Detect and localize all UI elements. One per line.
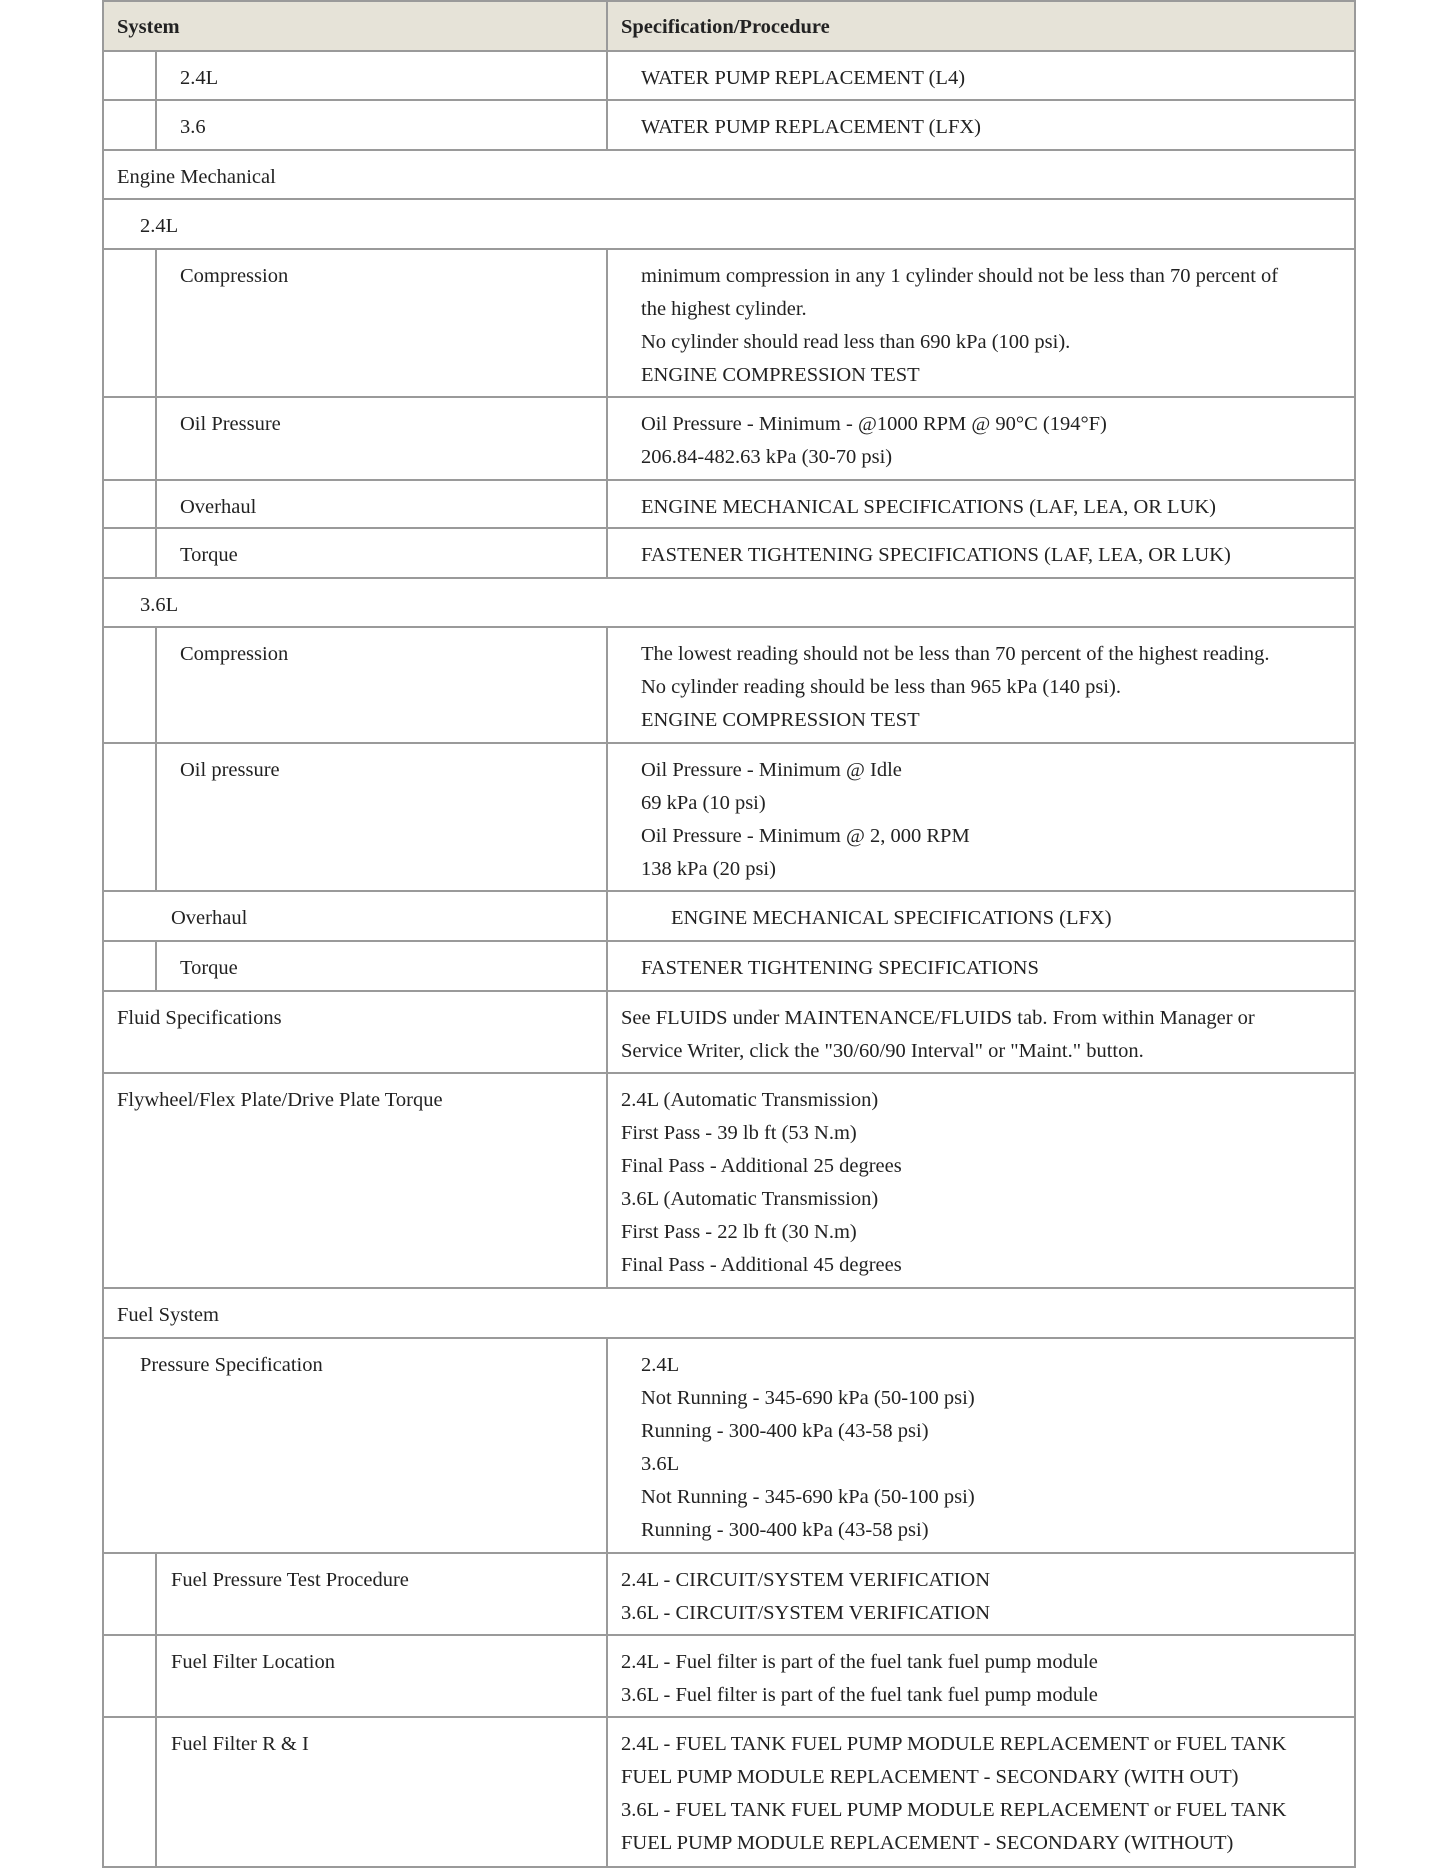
system-label: Overhaul (180, 496, 257, 518)
column-divider (606, 628, 608, 742)
system-label: 3.6L (140, 594, 179, 616)
spec-text (641, 754, 970, 886)
column-divider (606, 1636, 608, 1716)
spec-line: 2.4L - Fuel filter is part of the fuel tank fuel pump module (621, 1651, 1098, 1673)
spec-table (102, 0, 1356, 1868)
spec-line: Oil Pressure - Minimum @ Idle (641, 759, 902, 781)
system-label: Fuel Filter R & I (171, 1733, 309, 1755)
system-label: Flywheel/Flex Plate/Drive Plate Torque (117, 1089, 443, 1111)
spec-line: 2.4L - CIRCUIT/SYSTEM VERIFICATION (621, 1569, 991, 1591)
column-divider (606, 481, 608, 527)
indent-divider (155, 942, 157, 990)
spec-text (641, 491, 1216, 524)
system-label: Compression (180, 265, 289, 287)
spec-text (641, 1349, 975, 1547)
table-row-fuel-filter-r-i (104, 1718, 1354, 1866)
spec-line: No cylinder should read less than 690 kPa (100 psi). (641, 331, 1071, 353)
spec-line: Oil Pressure - Minimum @ 2, 000 RPM (641, 825, 970, 847)
system-label: Fuel Pressure Test Procedure (171, 1569, 409, 1591)
spec-line: 3.6L - CIRCUIT/SYSTEM VERIFICATION (621, 1602, 991, 1624)
spec-text (641, 260, 1278, 392)
column-divider (606, 1339, 608, 1552)
system-label: Torque (180, 544, 238, 566)
spec-line: Running - 300-400 kPa (43-58 psi) (641, 1420, 929, 1442)
system-label: 2.4L (140, 215, 179, 237)
spec-line: the highest cylinder. (641, 298, 807, 320)
spec-line: FUEL PUMP MODULE REPLACEMENT - SECONDARY (WITH OUT) (621, 1766, 1239, 1788)
spec-line: ENGINE COMPRESSION TEST (641, 709, 920, 731)
spec-line: 2.4L (Automatic Transmission) (621, 1089, 879, 1111)
spec-text (621, 1564, 990, 1630)
column-divider (606, 1718, 608, 1866)
spec-line: ENGINE MECHANICAL SPECIFICATIONS (LFX) (671, 907, 1112, 929)
spec-text (671, 902, 1112, 935)
system-label: Fluid Specifications (117, 1007, 282, 1029)
spec-line: 3.6L (641, 1453, 680, 1475)
table-row-fluid-specifications (104, 992, 1354, 1074)
header-spec: Specification/Procedure (621, 16, 830, 38)
column-divider (606, 1554, 608, 1634)
spec-line: Final Pass - Additional 45 degrees (621, 1254, 902, 1276)
indent-divider (155, 1554, 157, 1634)
spec-line: FASTENER TIGHTENING SPECIFICATIONS (641, 957, 1039, 979)
spec-line: 2.4L - FUEL TANK FUEL PUMP MODULE REPLACEMENT or FUEL TANK (621, 1733, 1287, 1755)
column-divider (606, 744, 608, 890)
table-row-flywheel-flex-plate-drive-plate-torque (104, 1074, 1354, 1289)
table-row-oil-pressure (104, 398, 1354, 481)
indent-divider (155, 250, 157, 396)
column-divider (606, 101, 608, 149)
indent-divider (155, 481, 157, 527)
spec-line: First Pass - 39 lb ft (53 N.m) (621, 1122, 857, 1144)
table-row-oil-pressure (104, 744, 1354, 892)
system-label: Oil Pressure (180, 413, 281, 435)
table-row-overhaul (104, 481, 1354, 529)
spec-line: 3.6L - FUEL TANK FUEL PUMP MODULE REPLACEMENT or FUEL TANK (621, 1799, 1287, 1821)
spec-line: Not Running - 345-690 kPa (50-100 psi) (641, 1486, 975, 1508)
column-divider (606, 1074, 608, 1287)
spec-line: 3.6L (Automatic Transmission) (621, 1188, 879, 1210)
indent-divider (155, 52, 157, 99)
indent-divider (155, 1718, 157, 1866)
table-row-fuel-system (104, 1289, 1354, 1339)
system-label: Torque (180, 957, 238, 979)
column-divider (606, 52, 608, 99)
spec-text (641, 539, 1231, 572)
spec-line: 138 kPa (20 psi) (641, 858, 776, 880)
table-row-fuel-pressure-test-procedure (104, 1554, 1354, 1636)
table-row-3-6 (104, 101, 1354, 151)
system-label: 3.6 (180, 116, 206, 138)
table-row-torque (104, 529, 1354, 579)
column-divider (606, 529, 608, 577)
table-row-fuel-filter-location (104, 1636, 1354, 1718)
spec-line: 2.4L (641, 1354, 680, 1376)
spec-line: minimum compression in any 1 cylinder should not be less than 70 percent of (641, 265, 1279, 287)
spec-text (641, 62, 965, 95)
table-row-2-4l (104, 200, 1354, 250)
spec-text (621, 1002, 1255, 1068)
table-row-2-4l (104, 52, 1354, 101)
table-row-3-6l (104, 579, 1354, 628)
spec-line: First Pass - 22 lb ft (30 N.m) (621, 1221, 857, 1243)
table-row-compression (104, 250, 1354, 398)
table-header (104, 2, 1354, 52)
spec-line: 3.6L - Fuel filter is part of the fuel tank fuel pump module (621, 1684, 1098, 1706)
system-label: Pressure Specification (140, 1354, 323, 1376)
spec-line: 206.84-482.63 kPa (30-70 psi) (641, 446, 893, 468)
indent-divider (155, 398, 157, 479)
spec-text (621, 1728, 1286, 1860)
spec-line: Service Writer, click the "30/60/90 Interval" or "Maint." button. (621, 1040, 1144, 1062)
system-label: Fuel System (117, 1304, 219, 1326)
spec-line: ENGINE MECHANICAL SPECIFICATIONS (LAF, LEA, OR LUK) (641, 496, 1217, 518)
spec-text (641, 952, 1039, 985)
spec-line: No cylinder reading should be less than 965 kPa (140 psi). (641, 676, 1121, 698)
column-divider (606, 250, 608, 396)
spec-line: WATER PUMP REPLACEMENT (L4) (641, 67, 966, 89)
system-label: Compression (180, 643, 289, 665)
table-row-torque (104, 942, 1354, 992)
table-row-compression (104, 628, 1354, 744)
indent-divider (155, 101, 157, 149)
column-divider (606, 992, 608, 1072)
spec-line: Running - 300-400 kPa (43-58 psi) (641, 1519, 929, 1541)
indent-divider (155, 1636, 157, 1716)
column-divider (606, 942, 608, 990)
system-label: Fuel Filter Location (171, 1651, 335, 1673)
column-divider (606, 892, 608, 940)
column-divider (606, 2, 608, 50)
spec-text (641, 638, 1270, 737)
spec-text (621, 1646, 1098, 1712)
spec-line: The lowest reading should not be less than 70 percent of the highest reading. (641, 643, 1270, 665)
spec-text (641, 408, 1107, 474)
spec-line: Final Pass - Additional 25 degrees (621, 1155, 902, 1177)
system-label: Overhaul (171, 907, 248, 929)
table-row-pressure-specification (104, 1339, 1354, 1554)
spec-line: Not Running - 345-690 kPa (50-100 psi) (641, 1387, 975, 1409)
indent-divider (155, 744, 157, 890)
spec-line: See FLUIDS under MAINTENANCE/FLUIDS tab. From within Manager or (621, 1007, 1255, 1029)
spec-line: ENGINE COMPRESSION TEST (641, 364, 920, 386)
table-row-engine-mechanical (104, 151, 1354, 200)
table-body (104, 52, 1354, 1866)
column-divider (606, 398, 608, 479)
spec-line: 69 kPa (10 psi) (641, 792, 766, 814)
indent-divider (155, 628, 157, 742)
spec-line: FUEL PUMP MODULE REPLACEMENT - SECONDARY (WITHOUT) (621, 1832, 1234, 1854)
system-label: Oil pressure (180, 759, 280, 781)
spec-line: Oil Pressure - Minimum - @1000 RPM @ 90°C (194°F) (641, 413, 1107, 435)
system-label: 2.4L (180, 67, 219, 89)
spec-line: FASTENER TIGHTENING SPECIFICATIONS (LAF, LEA, OR LUK) (641, 544, 1231, 566)
spec-text (621, 1084, 902, 1282)
indent-divider (155, 529, 157, 577)
system-label: Engine Mechanical (117, 166, 276, 188)
table-row-overhaul (104, 892, 1354, 942)
spec-text (641, 111, 981, 144)
spec-line: WATER PUMP REPLACEMENT (LFX) (641, 116, 981, 138)
header-system: System (117, 16, 180, 38)
